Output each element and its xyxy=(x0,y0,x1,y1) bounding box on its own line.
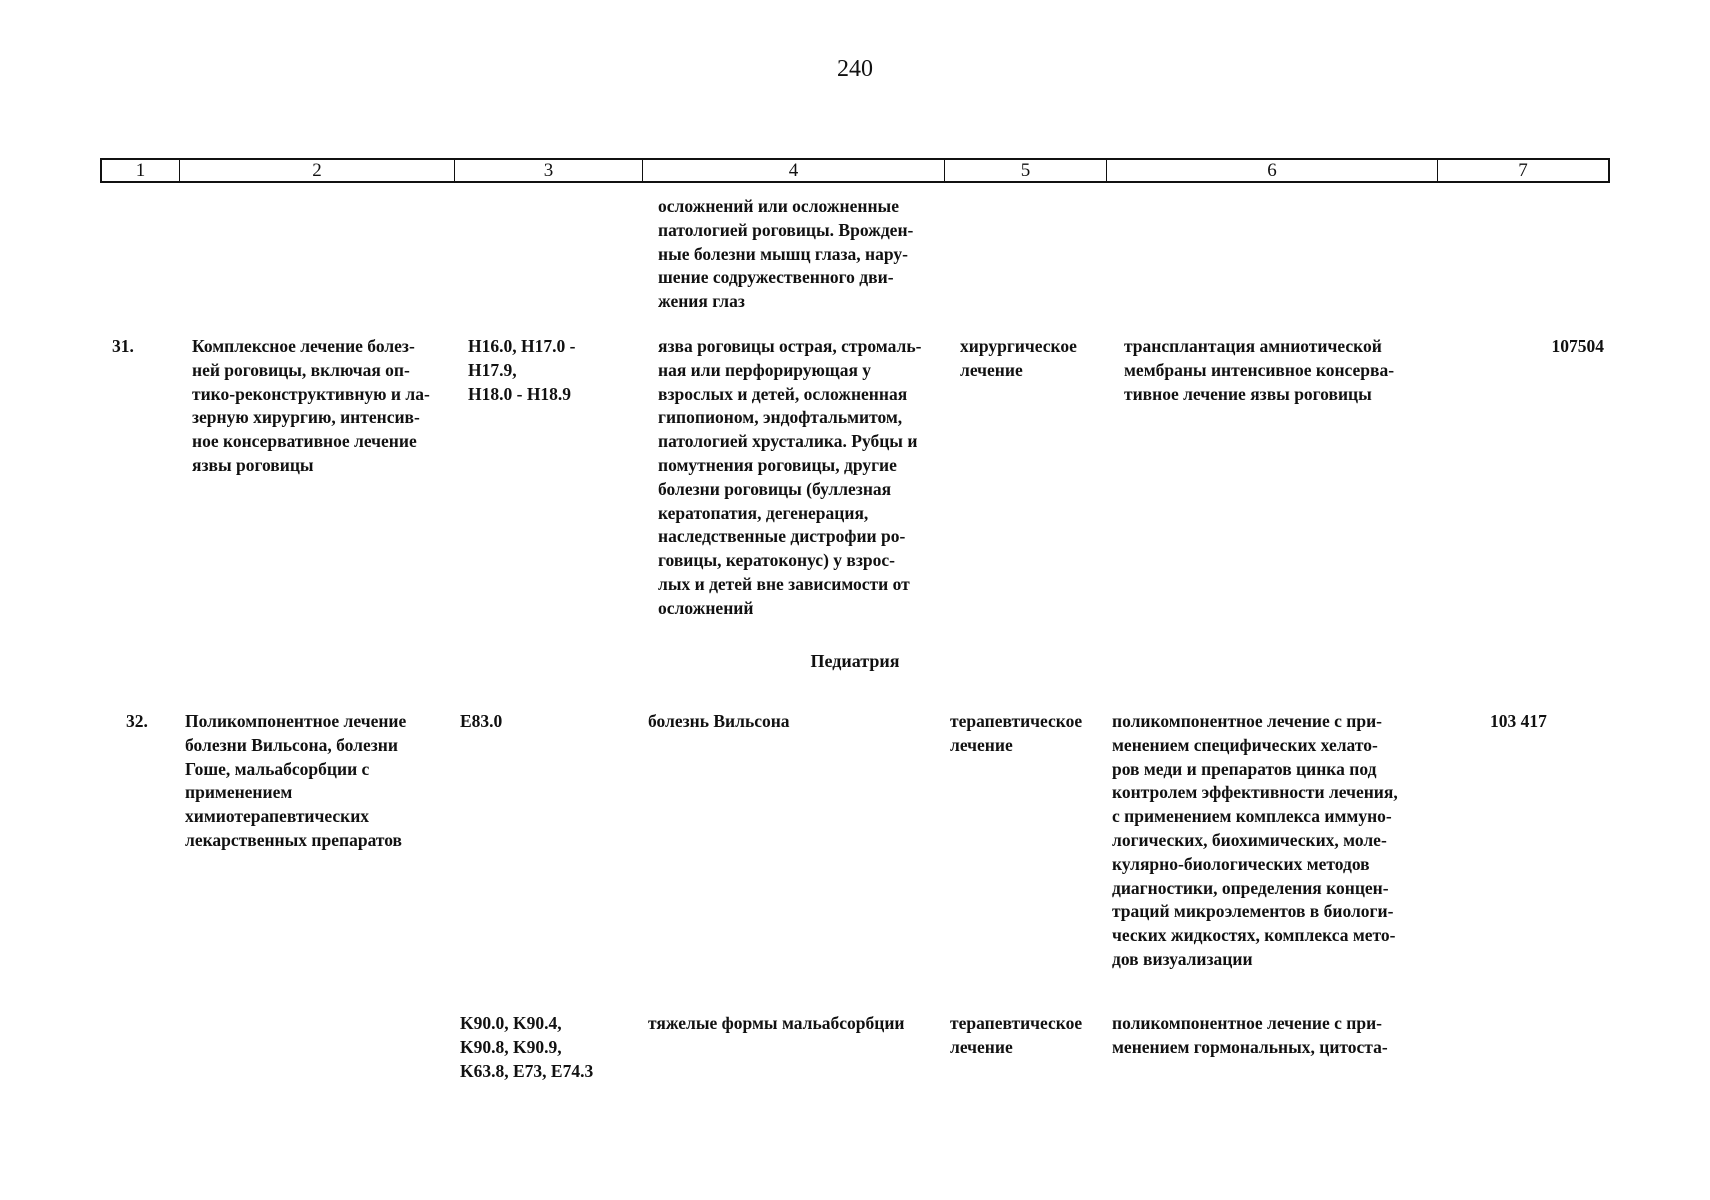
continuation-model-text: осложнений или осложненные патологией роговицы. Врожден- ные болезни мышц глаза, нару- шение содружественного дви- жения глаз xyxy=(658,196,914,312)
row-32b-treatment-type: терапевтическое лечение xyxy=(950,1013,1083,1057)
row-32-model: болезнь Вильсона xyxy=(648,711,790,731)
row-31-name: Комплексное лечение болез- ней роговицы, включая оп- тико-реконструктивную и ла- зерную хирургию, интенсив- ное консервативное лечение язвы роговицы xyxy=(192,336,430,475)
row-31-number: 31. xyxy=(112,336,134,356)
table-header-row xyxy=(100,158,1610,183)
row-32-codes: E83.0 xyxy=(460,711,503,731)
page-number: 240 xyxy=(837,56,873,82)
header-col-5: 5 xyxy=(945,160,1107,181)
header-col-1: 1 xyxy=(102,160,180,181)
row-32b-codes: K90.0, K90.4, K90.8, K90.9, K63.8, E73, E74.3 xyxy=(460,1013,594,1081)
row-32-name: Поликомпонентное лечение болезни Вильсона, болезни Гоше, мальабсорбции с применением химиотерапевтических лекарственных препаратов xyxy=(185,711,407,850)
header-col-4: 4 xyxy=(643,160,945,181)
header-col-2: 2 xyxy=(180,160,455,181)
row-32-method: поликомпонентное лечение с при- менением специфических хелато- ров меди и препаратов цинка под контролем эффективности лечения, с применением комплекса иммуно- логических, биохимических, моле- кулярно-биологических методов диагностики, определения концен- траций микроэлементов в биологи- ческих жидкостях, комплекса мето- дов визуализации xyxy=(1112,711,1398,969)
row-32b-model: тяжелые формы мальабсорбции xyxy=(648,1013,905,1033)
header-col-6: 6 xyxy=(1107,160,1438,181)
row-31-cost: 107504 xyxy=(1551,336,1604,356)
row-32-treatment-type: терапевтическое лечение xyxy=(950,711,1083,755)
row-32-number: 32. xyxy=(126,711,148,731)
header-col-7: 7 xyxy=(1518,160,1528,181)
section-title: Педиатрия xyxy=(810,651,900,671)
row-31-model: язва роговицы острая, стромаль- ная или перфорирующая у взрослых и детей, осложненная гипопионом, эндофтальмитом, патологией хрусталика. Рубцы и помутнения роговицы, другие болезни роговицы (буллезная кератопатия, дегенерация, наследственные дистрофии ро- говицы, кератоконус) у взрос- лых и детей вне зависимости от осложнений xyxy=(658,336,922,618)
row-31-method: трансплантация амниотической мембраны интенсивное консерва- тивное лечение язвы роговицы xyxy=(1124,336,1395,404)
row-32-cost: 103 417 xyxy=(1490,711,1547,731)
row-31-codes: H16.0, H17.0 - H17.9, H18.0 - H18.9 xyxy=(468,336,576,404)
row-32b-method: поликомпонентное лечение с при- менением гормональных, цитоста- xyxy=(1112,1013,1388,1057)
header-col-3: 3 xyxy=(455,160,643,181)
row-31-treatment-type: хирургическое лечение xyxy=(960,336,1077,380)
